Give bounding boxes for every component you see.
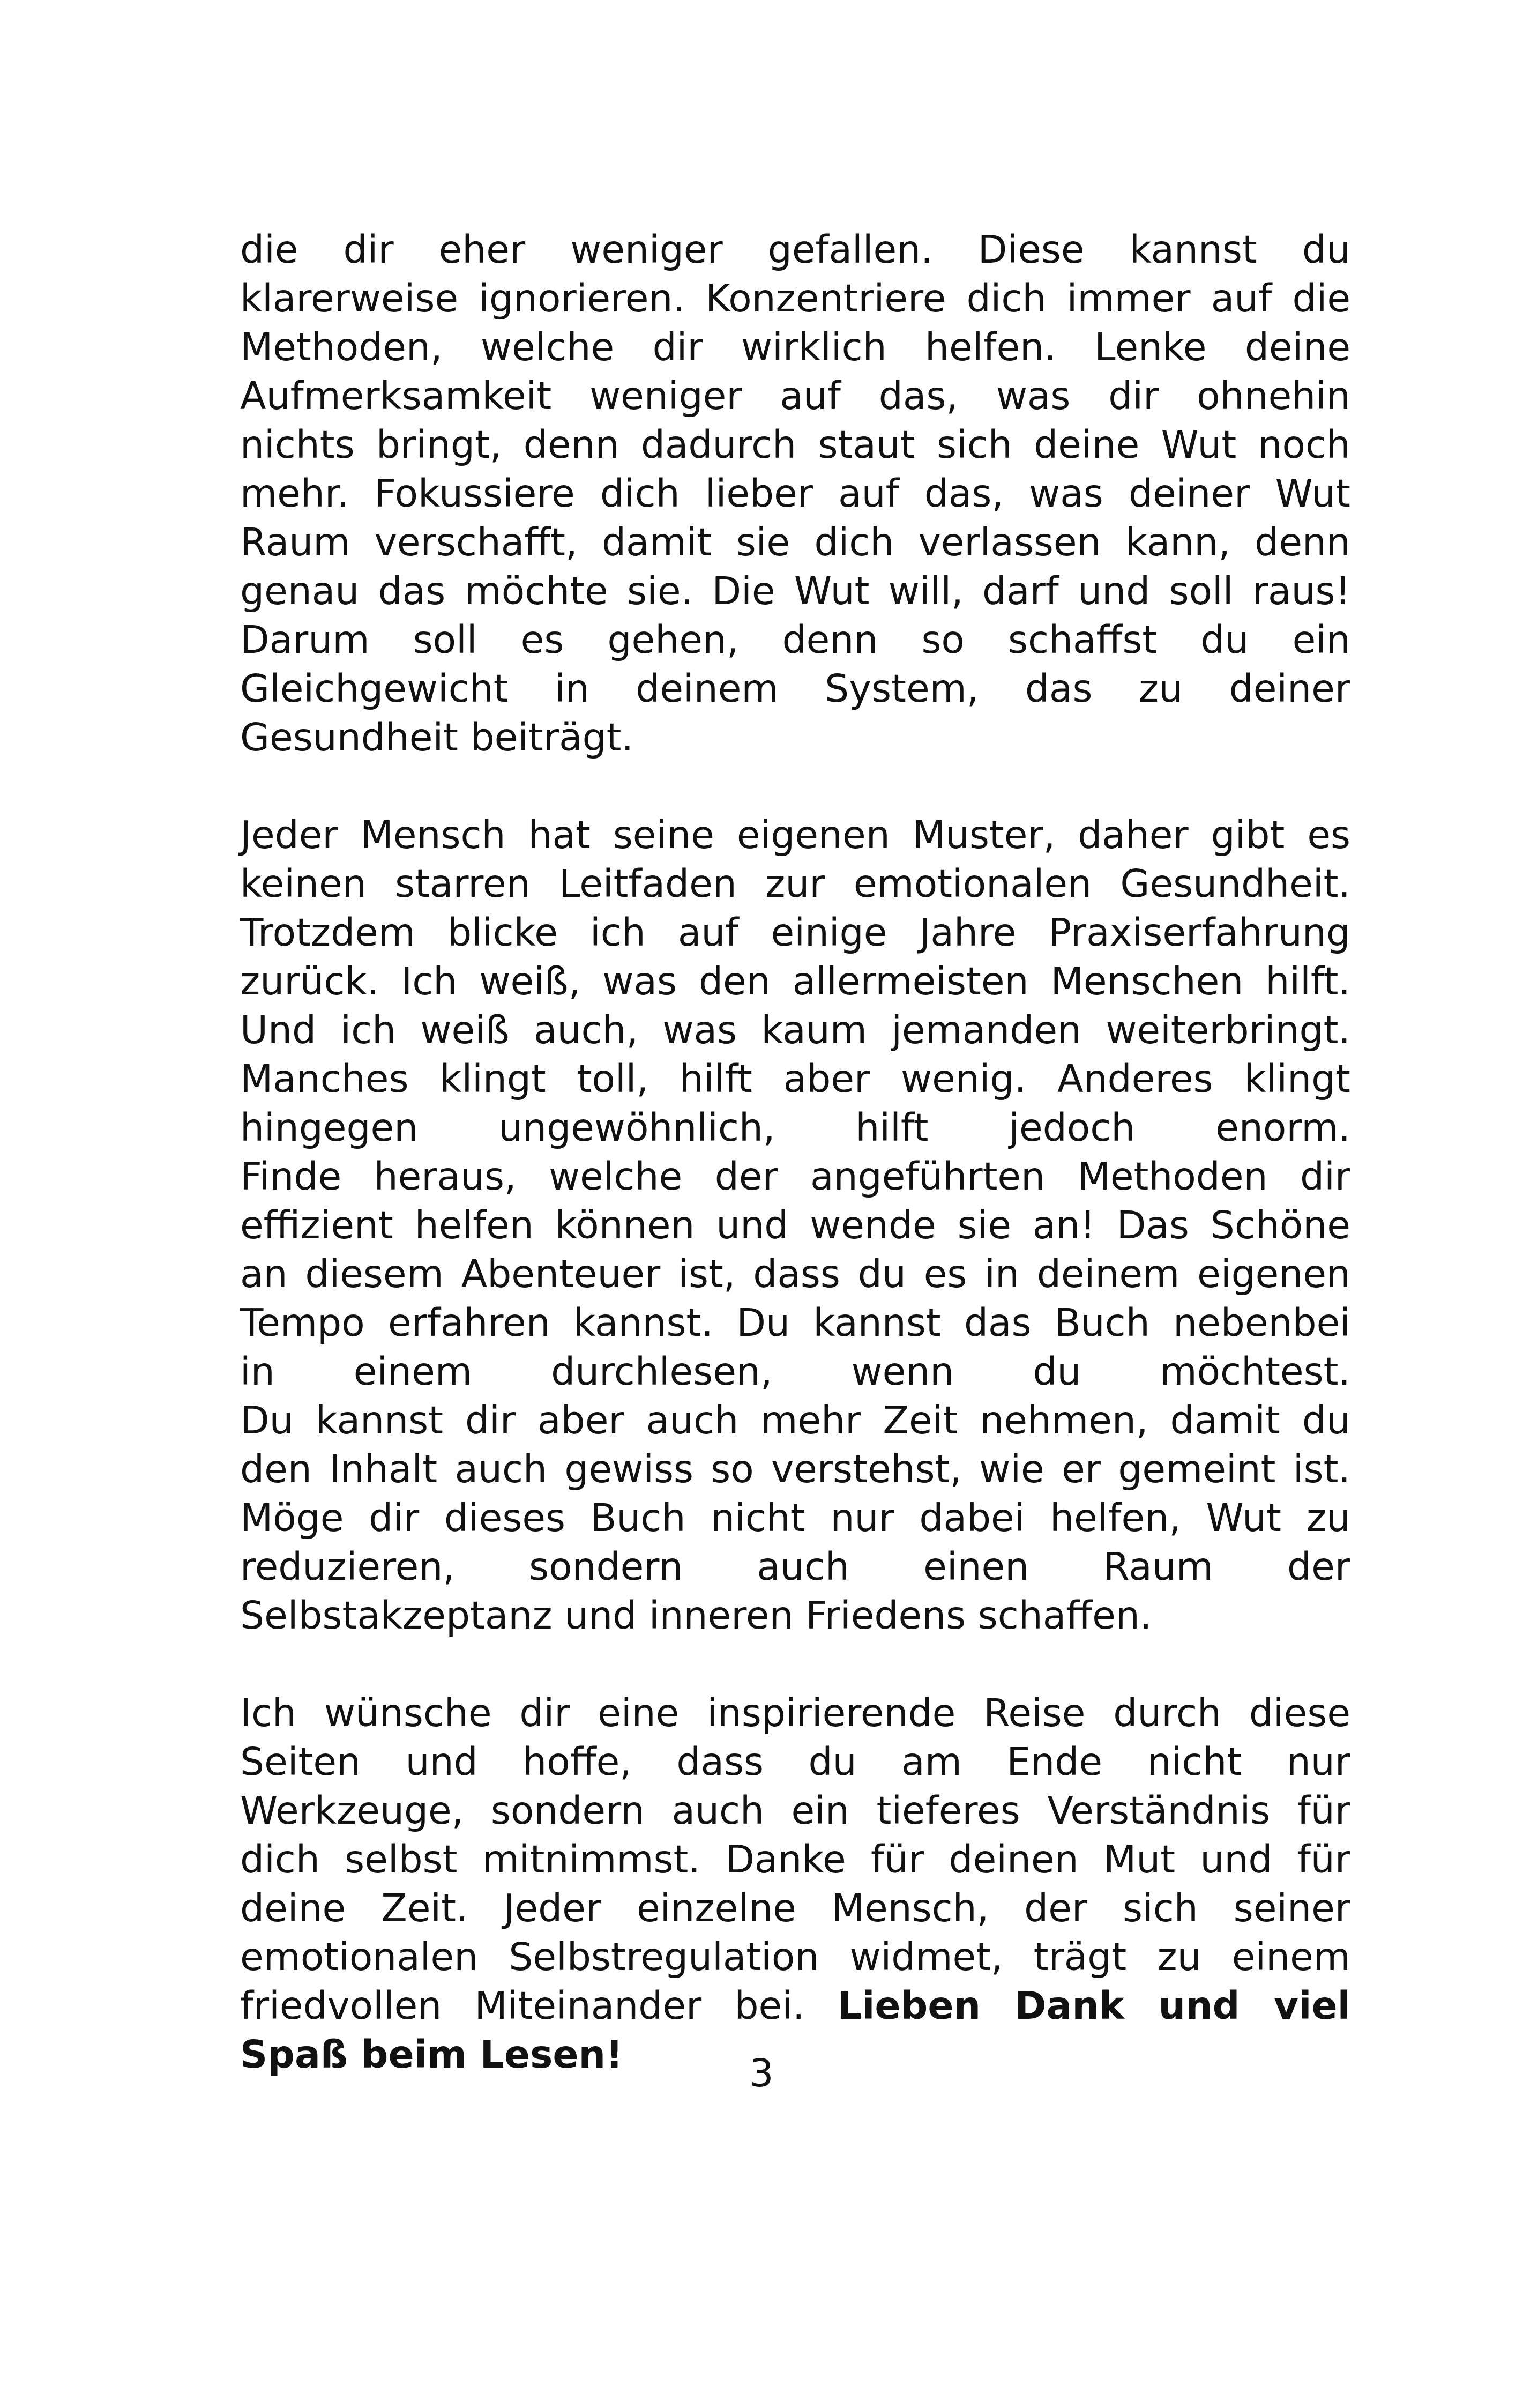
paragraph-3 (240, 1689, 1350, 2079)
text-line: Finde heraus, welche der angeführten Methoden dir (240, 1154, 1350, 1199)
text-line: Jeder Mensch hat seine eigenen Muster, daher gibt es (240, 813, 1350, 857)
text-line: Darum soll es gehen, denn so schaffst du ein (240, 618, 1350, 662)
text-line: Manches klingt toll, hilft aber wenig. Anderes klingt (240, 1057, 1350, 1101)
text-line: Werkzeuge, sondern auch ein tieferes Verständnis für (240, 1788, 1350, 1833)
text-line: keinen starren Leitfaden zur emotionalen Gesundheit. (240, 861, 1350, 906)
text-line: Und ich weiß auch, was kaum jemanden weiterbringt. (240, 1008, 1350, 1052)
text-line: Methoden, welche dir wirklich helfen. Lenke deine (240, 325, 1350, 369)
text-line: Trotzdem blicke ich auf einige Jahre Praxiserfahrung (240, 910, 1350, 955)
closing-emphasis-line: Spaß beim Lesen! (240, 2032, 623, 2077)
text-line: zurück. Ich weiß, was den allermeisten Menschen hilft. (240, 959, 1350, 1004)
text-line: nichts bringt, denn dadurch staut sich deine Wut noch (240, 422, 1350, 467)
text-line: Aufmerksamkeit weniger auf das, was dir ohnehin (240, 374, 1350, 418)
text-line: deine Zeit. Jeder einzelne Mensch, der sich seiner (240, 1886, 1350, 1930)
text-line: die dir eher weniger gefallen. Diese kannst du (240, 227, 1350, 272)
text-line: klarerweise ignorieren. Konzentriere dich immer auf die (240, 276, 1350, 321)
text-line: Tempo erfahren kannst. Du kannst das Buch nebenbei (240, 1300, 1350, 1345)
text-line: Ich wünsche dir eine inspirierende Reise durch diese (240, 1691, 1350, 1735)
text-line: an diesem Abenteuer ist, dass du es in deinem eigenen (240, 1252, 1350, 1296)
paragraph-2 (240, 811, 1350, 1640)
text-line-mixed (240, 1981, 1350, 2030)
text-line: Raum verschafft, damit sie dich verlassen kann, denn (240, 520, 1350, 564)
text-line: mehr. Fokussiere dich lieber auf das, was deiner Wut (240, 471, 1350, 516)
text-line: emotionalen Selbstregulation widmet, trägt zu einem (240, 1935, 1350, 1979)
text-line: Du kannst dir aber auch mehr Zeit nehmen, damit du (240, 1398, 1350, 1443)
text-line: Seiten und hoffe, dass du am Ende nicht nur (240, 1740, 1350, 1784)
page-number: 3 (749, 2051, 774, 2095)
text-line: genau das möchte sie. Die Wut will, darf und soll raus! (240, 569, 1350, 613)
text-line: Möge dir dieses Buch nicht nur dabei helfen, Wut zu (240, 1496, 1350, 1540)
text-line: den Inhalt auch gewiss so verstehst, wie er gemeint ist. (240, 1447, 1350, 1491)
regular-text: friedvollen Miteinander bei. (240, 1983, 838, 2028)
text-line: in einem durchlesen, wenn du möchtest. (240, 1349, 1350, 1394)
text-line: hingegen ungewöhnlich, hilft jedoch enorm. (240, 1105, 1350, 1150)
text-line: Gleichgewicht in deinem System, das zu deiner (240, 666, 1350, 711)
text-line: dich selbst mitnimmst. Danke für deinen Mut und für (240, 1837, 1350, 1882)
closing-emphasis: Lieben Dank und viel (837, 1983, 1351, 2028)
text-line: Selbstakzeptanz und inneren Friedens schaffen. (240, 1593, 1152, 1638)
text-line: Gesundheit beiträgt. (240, 715, 634, 760)
text-line: reduzieren, sondern auch einen Raum der (240, 1544, 1350, 1589)
text-line: effizient helfen können und wende sie an! Das Schöne (240, 1203, 1350, 1247)
paragraph-1 (240, 225, 1350, 762)
page-body (240, 225, 1350, 2079)
